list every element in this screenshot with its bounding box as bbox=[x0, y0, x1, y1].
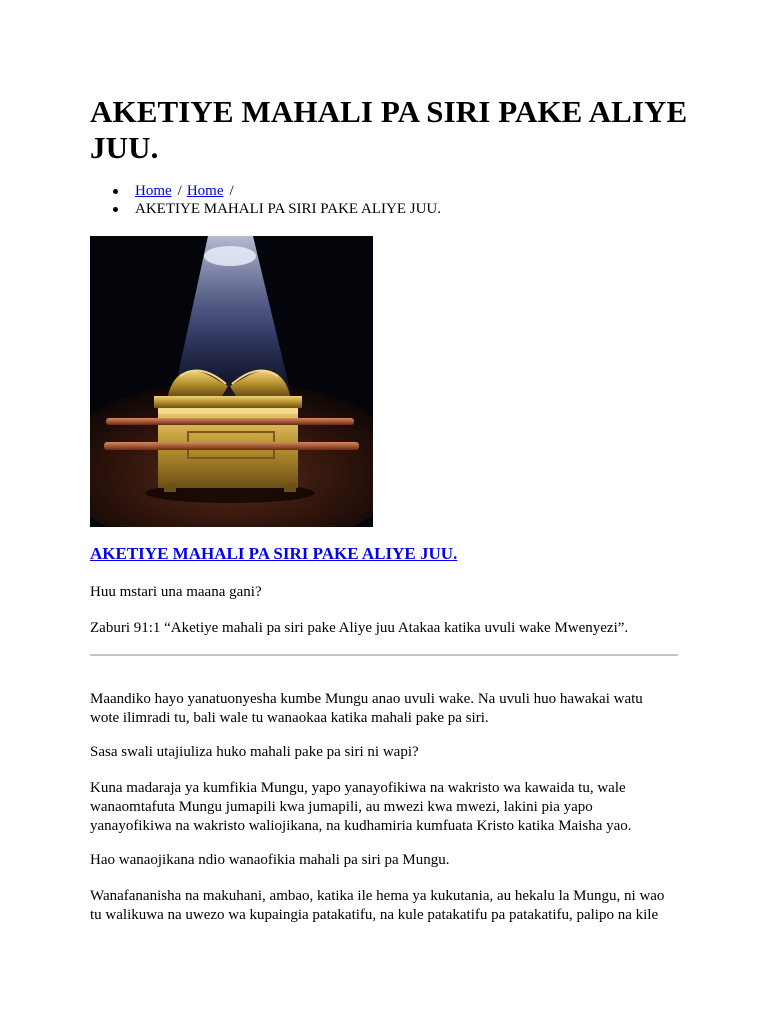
breadcrumb-item-home bbox=[90, 182, 441, 200]
paragraph-body-2: Sasa swali utajiuliza huko mahali pake pa siri ni wapi? bbox=[90, 744, 419, 760]
breadcrumb-current: AKETIYE MAHALI PA SIRI PAKE ALIYE JUU. bbox=[135, 201, 441, 217]
ark-of-covenant-image bbox=[90, 236, 373, 527]
paragraph-body-1: Maandiko hayo yanatuonyesha kumbe Mungu anao uvuli wake. Na uvuli huo hawakai watu wote ilimradi tu, bali wale tu wanaokaa katika mahali pake pa siri. bbox=[90, 691, 643, 726]
paragraph-question: Huu mstari una maana gani? bbox=[90, 584, 262, 600]
breadcrumb-home-link[interactable]: Home bbox=[135, 183, 172, 199]
breadcrumb-item-current bbox=[90, 200, 441, 218]
page-title: AKETIYE MAHALI PA SIRI PAKE ALIYE JUU. bbox=[90, 94, 688, 165]
article-title-link[interactable]: AKETIYE MAHALI PA SIRI PAKE ALIYE JUU. bbox=[90, 544, 458, 563]
divider bbox=[90, 654, 678, 656]
paragraph-verse: Zaburi 91:1 “Aketiye mahali pa siri pake Aliye juu Atakaa katika uvuli wake Mwenyezi”. bbox=[90, 620, 629, 636]
paragraph-body-3: Kuna madaraja ya kumfikia Mungu, yapo yanayofikiwa na wakristo wa kawaida tu, wale wanaomtafuta Mungu jumapili kwa jumapili, au mwezi kwa mwezi, lakini pia yapo yanayofikiwa na wakristo waliojikana, na kudhamiria kumfuata Kristo katika Maisha yao. bbox=[90, 780, 632, 834]
breadcrumb-home-link-2[interactable]: Home bbox=[186, 183, 224, 199]
breadcrumb-separator-2: / bbox=[229, 183, 234, 199]
paragraph-body-4: Hao wanaojikana ndio wanaofikia mahali pa siri pa Mungu. bbox=[90, 852, 450, 868]
paragraph-body-5: Wanafananisha na makuhani, ambao, katika ile hema ya kukutania, au hekalu la Mungu, ni wao tu walikuwa na uwezo wa kupaingia patakatifu, na kule patakatifu pa patakatifu, palipo na kile bbox=[90, 888, 665, 923]
breadcrumb bbox=[90, 182, 441, 218]
breadcrumb-separator: / bbox=[177, 183, 182, 199]
ark-illustration bbox=[90, 236, 373, 527]
